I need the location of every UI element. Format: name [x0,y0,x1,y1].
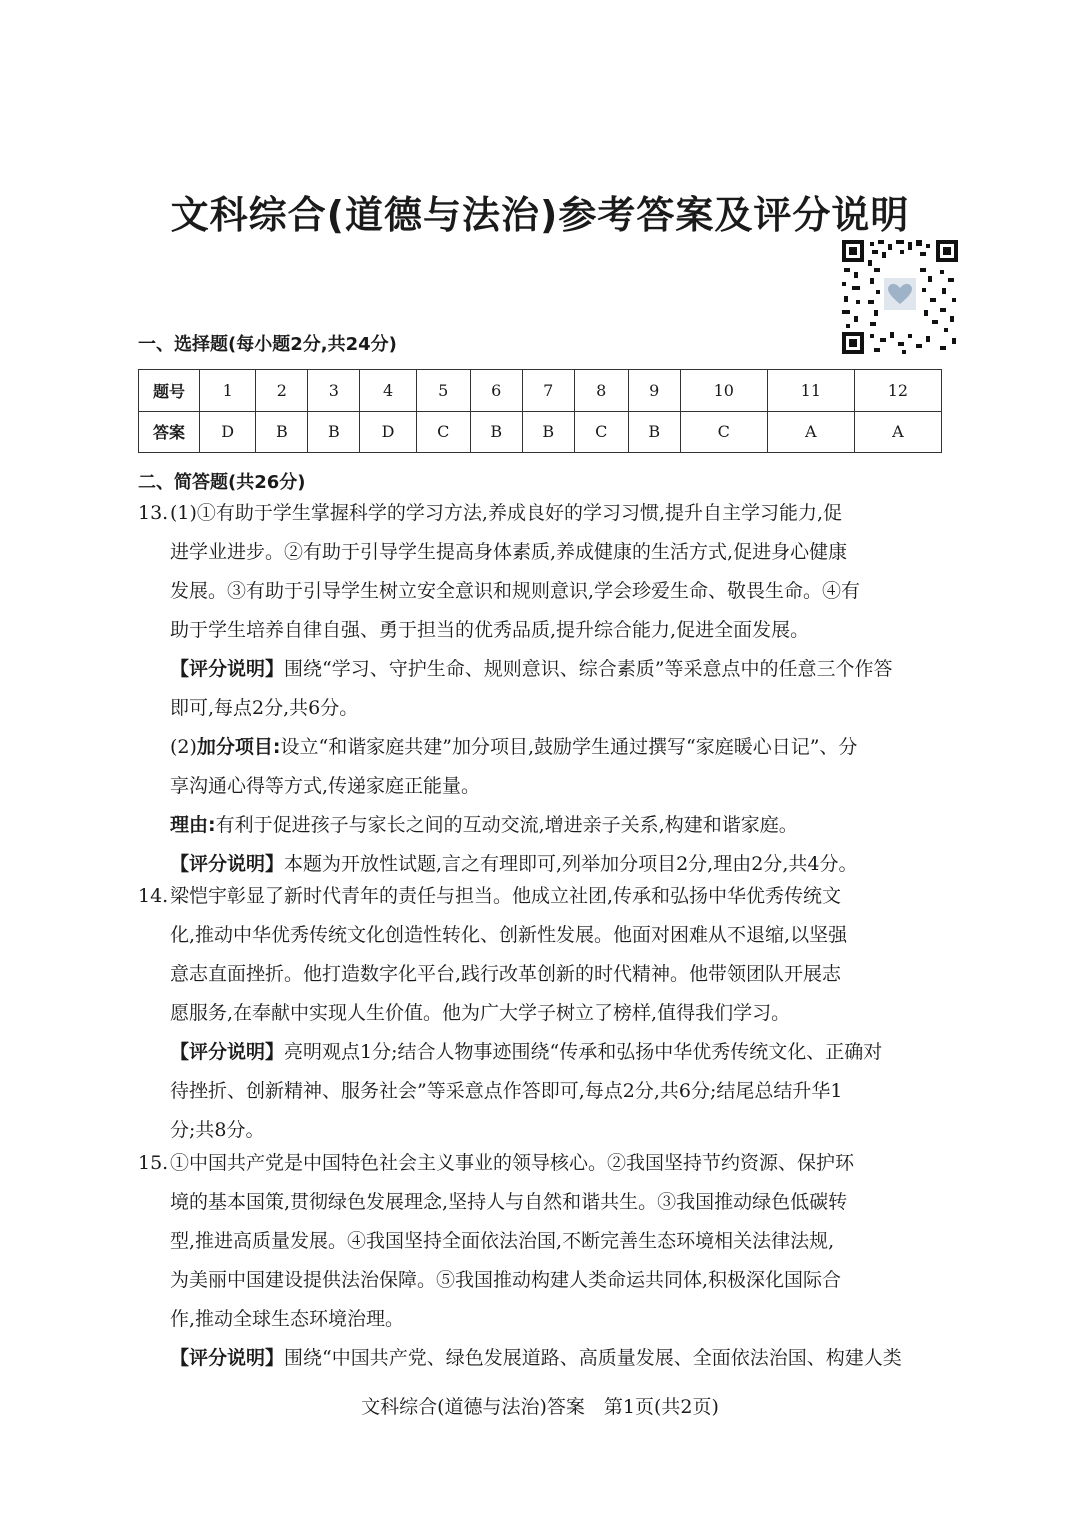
answer-line: 进学业进步。②有助于引导学生提高身体素质,养成健康的生活方式,促进身心健康 [170,541,848,563]
scoring-note-text: 本题为开放性试题,言之有理即可,列举加分项目2分,理由2分,共4分。 [284,853,858,875]
scoring-note-text: 围绕“中国共产党、绿色发展道路、高质量发展、全面依法治国、构建人类 [284,1347,902,1369]
answer-line: 作,推动全球生态环境治理。 [170,1308,405,1330]
table-cell: 2 [256,370,308,412]
section-2-heading: 二、简答题(共26分) [138,472,306,493]
scoring-note-label: 【评分说明】 [170,1347,285,1369]
answer-line: 有利于促进孩子与家长之间的互动交流,增进亲子关系,构建和谐家庭。 [215,814,798,836]
bonus-item-label: 加分项目: [196,736,281,758]
answer-line: 享沟通心得等方式,传递家庭正能量。 [170,775,481,797]
section-1-heading: 一、选择题(每小题2分,共24分) [138,334,397,355]
table-cell: 9 [628,370,680,412]
scoring-note-text: 即可,每点2分,共6分。 [170,697,359,719]
table-cell: 12 [854,370,941,412]
table-cell: A [767,411,854,453]
scoring-note-label: 【评分说明】 [170,658,285,680]
answer-line: 发展。③有助于引导学生树立安全意识和规则意识,学会珍爱生命、敬畏生命。④有 [170,580,861,602]
part-number: (2) [170,736,197,758]
table-cell: D [360,411,416,453]
table-cell: B [256,411,308,453]
reason-label: 理由: [170,814,216,836]
table-cell: C [416,411,470,453]
table-cell: 8 [574,370,628,412]
answer-line: 设立“和谐家庭共建”加分项目,鼓励学生通过撰写“家庭暖心日记”、分 [280,736,858,758]
scoring-note-text: 分;共8分。 [170,1119,265,1141]
page-footer: 文科综合(道德与法治)答案 第1页(共2页) [361,1396,719,1418]
table-cell: 4 [360,370,416,412]
qr-code-icon [840,238,960,356]
answer-table [138,369,942,453]
table-cell: A [854,411,941,453]
answer-line: 化,推动中华优秀传统文化创造性转化、创新性发展。他面对困难从不退缩,以坚强 [170,924,848,946]
scoring-note-label: 【评分说明】 [170,853,285,875]
answer-line: (1)①有助于学生掌握科学的学习方法,养成良好的学习习惯,提升自主学习能力,促 [170,502,843,524]
table-cell: 10 [680,370,767,412]
answer-line: 梁恺宇彰显了新时代青年的责任与担当。他成立社团,传承和弘扬中华优秀传统文 [170,885,842,907]
answer-line: ①中国共产党是中国特色社会主义事业的领导核心。②我国坚持节约资源、保护环 [170,1152,855,1174]
table-cell: 6 [470,370,522,412]
answer-line: 境的基本国策,贯彻绿色发展理念,坚持人与自然和谐共生。③我国推动绿色低碳转 [170,1191,848,1213]
question-15 [138,1144,944,1378]
answer-line: 型,推进高质量发展。④我国坚持全面依法治国,不断完善生态环境相关法律法规, [170,1230,835,1252]
table-cell: 1 [200,370,256,412]
table-row [139,411,942,453]
question-14 [138,877,944,1150]
row-label-number: 题号 [139,370,200,412]
table-cell: 11 [767,370,854,412]
row-label-answer: 答案 [139,411,200,453]
answer-line: 为美丽中国建设提供法治保障。⑤我国推动构建人类命运共同体,积极深化国际合 [170,1269,842,1291]
table-cell: B [522,411,574,453]
scoring-note-text: 亮明观点1分;结合人物事迹围绕“传承和弘扬中华优秀传统文化、正确对 [284,1041,883,1063]
answer-line: 愿服务,在奉献中实现人生价值。他为广大学子树立了榜样,值得我们学习。 [170,1002,791,1024]
question-number: 14. [138,885,169,907]
question-number: 13. [138,502,169,524]
page-title: 文科综合(道德与法治)参考答案及评分说明 [170,193,910,237]
question-number: 15. [138,1152,169,1174]
table-cell: C [680,411,767,453]
answer-line: 意志直面挫折。他打造数字化平台,践行改革创新的时代精神。他带领团队开展志 [170,963,842,985]
table-row [139,370,942,412]
answer-line: 助于学生培养自律自强、勇于担当的优秀品质,提升综合能力,促进全面发展。 [170,619,810,641]
table-cell: 3 [308,370,360,412]
table-cell: B [308,411,360,453]
table-cell: C [574,411,628,453]
question-13 [138,494,944,884]
scoring-note-text: 围绕“学习、守护生命、规则意识、综合素质”等采意点中的任意三个作答 [284,658,893,680]
table-cell: D [200,411,256,453]
table-cell: 5 [416,370,470,412]
table-cell: 7 [522,370,574,412]
table-cell: B [470,411,522,453]
scoring-note-label: 【评分说明】 [170,1041,285,1063]
scoring-note-text: 待挫折、创新精神、服务社会”等采意点作答即可,每点2分,共6分;结尾总结升华1 [170,1080,843,1102]
table-cell: B [628,411,680,453]
